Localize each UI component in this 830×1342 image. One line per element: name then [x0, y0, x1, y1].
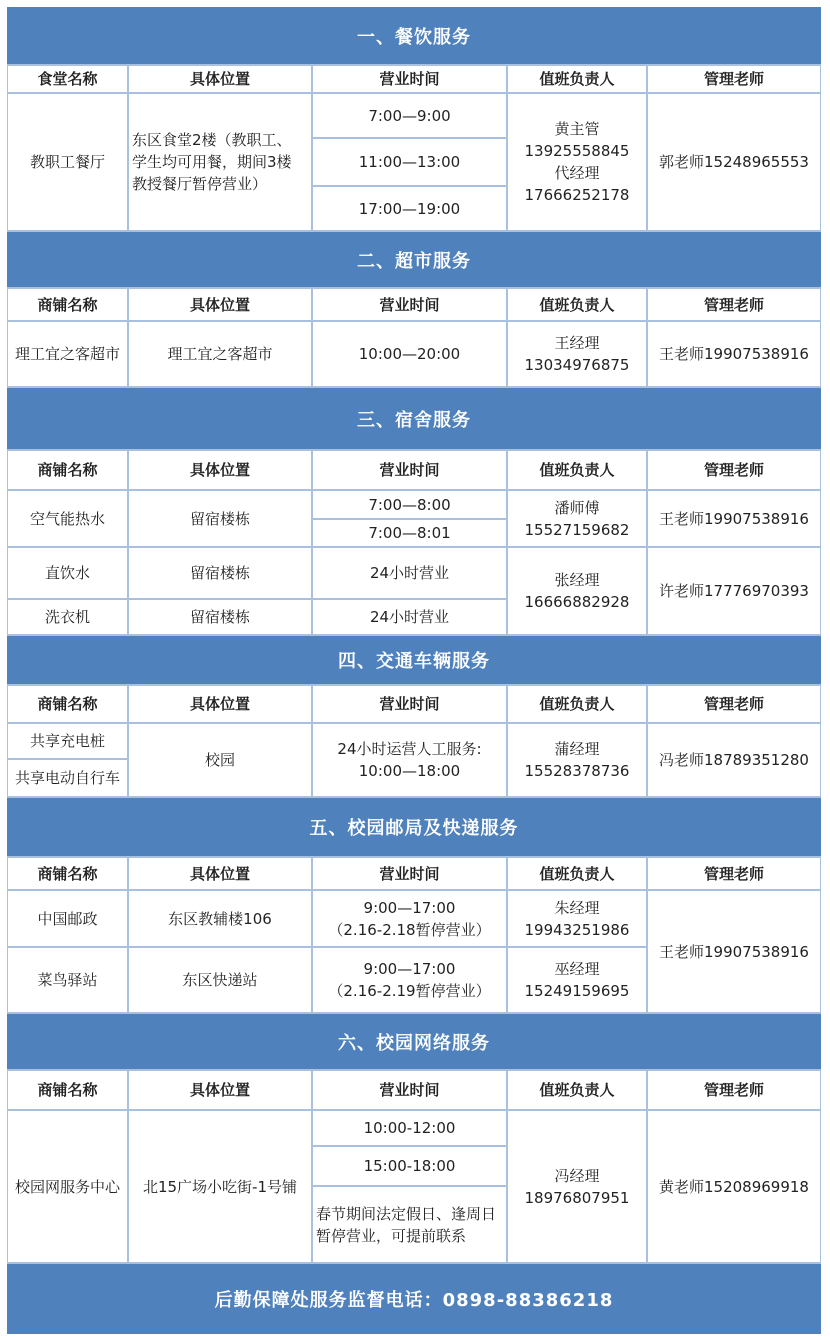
hours-line: 10:00—18:00: [358, 762, 461, 780]
duty-name: 王经理: [554, 334, 600, 352]
section-title-supermarket: 二、超市服务: [7, 232, 821, 287]
service-table: [7, 7, 821, 1334]
dorm-row-hours: 24小时营业: [313, 548, 506, 598]
column-header-location: 具体位置: [129, 686, 311, 722]
duty-phone: 19943251986: [524, 920, 630, 939]
post-row-duty: [508, 948, 646, 1012]
network-duty: [508, 1111, 646, 1262]
post-row-duty: [508, 891, 646, 946]
transport-location: 校园: [129, 724, 311, 796]
catering-teacher: 郭老师15248965553: [648, 94, 820, 230]
post-row-location: 东区快递站: [129, 948, 311, 1012]
column-header-location: 具体位置: [129, 1071, 311, 1109]
column-header-duty: 值班负责人: [508, 1071, 646, 1109]
column-header-location: 具体位置: [129, 858, 311, 889]
section-title-transport: 四、交通车辆服务: [7, 636, 821, 684]
post-row-hours: [313, 948, 506, 1012]
section-title-network: 六、校园网络服务: [7, 1014, 821, 1069]
catering-location-line: 教授餐厅暂停营业）: [132, 175, 268, 193]
network-name: 校园网服务中心: [8, 1111, 127, 1262]
duty-name: 潘师傅: [554, 498, 600, 517]
post-row-location: 东区教辅楼106: [129, 891, 311, 946]
column-header-teacher: 管理老师: [648, 66, 820, 92]
duty-name: 朱经理: [554, 898, 600, 917]
dorm-row-name: 洗衣机: [8, 600, 127, 634]
transport-name: 共享充电桩: [8, 724, 127, 758]
duty-name: 冯经理: [554, 1166, 600, 1185]
duty-phone: 13925558845: [524, 142, 630, 160]
note-line: 暂停营业，可提前联系: [316, 1226, 467, 1245]
column-header-teacher: 管理老师: [648, 858, 820, 889]
network-location: 北15广场小吃街-1号铺: [129, 1111, 311, 1262]
duty-phone: 13034976875: [524, 356, 630, 374]
column-header-name: 商铺名称: [8, 858, 127, 889]
column-header-hours: 营业时间: [313, 289, 506, 320]
hours-line: 9:00—17:00: [363, 898, 456, 917]
duty-name: 蒲经理: [554, 740, 600, 758]
dorm-row-name: 直饮水: [8, 548, 127, 598]
duty-phone: 16666882928: [524, 593, 630, 611]
column-header-duty: 值班负责人: [508, 858, 646, 889]
duty-phone: 18976807951: [524, 1188, 630, 1207]
column-header-duty: 值班负责人: [508, 66, 646, 92]
column-header-name: 商铺名称: [8, 451, 127, 489]
column-header-duty: 值班负责人: [508, 451, 646, 489]
dorm-row-hours: 7:00—8:01: [313, 520, 506, 546]
supermarket-duty: [508, 322, 646, 386]
hours-line: 24小时运营人工服务:: [337, 740, 482, 758]
section-title-dorm: 三、宿舍服务: [7, 388, 821, 449]
dorm-row-location: 留宿楼栋: [129, 600, 311, 634]
transport-duty: [508, 724, 646, 796]
dorm-shared-duty: [508, 548, 646, 634]
column-header-hours: 营业时间: [313, 66, 506, 92]
transport-name: 共享电动自行车: [8, 760, 127, 796]
duty-name: 代经理: [554, 164, 600, 182]
catering-hours-breakfast: 7:00—9:00: [313, 94, 506, 137]
network-holiday-note: [313, 1187, 506, 1262]
duty-phone: 15249159695: [524, 982, 630, 1000]
hours-line: 9:00—17:00: [363, 960, 456, 978]
catering-duty: [508, 94, 646, 230]
catering-location-line: 东区食堂2楼（教职工、: [132, 131, 292, 149]
column-header-duty: 值班负责人: [508, 289, 646, 320]
section-title-catering: 一、餐饮服务: [7, 7, 821, 64]
dorm-row-duty: [508, 491, 646, 546]
column-header-name: 商铺名称: [8, 289, 127, 320]
duty-phone: 15527159682: [524, 520, 630, 539]
hours-note: （2.16-2.19暂停营业）: [328, 982, 491, 1000]
footer-hotline: 后勤保障处服务监督电话：0898-88386218: [7, 1264, 821, 1334]
supermarket-location: 理工宜之客超市: [129, 322, 311, 386]
catering-hours-lunch: 11:00—13:00: [313, 139, 506, 185]
section-title-post: 五、校园邮局及快递服务: [7, 798, 821, 856]
column-header-name: 食堂名称: [8, 66, 127, 92]
column-header-hours: 营业时间: [313, 858, 506, 889]
post-row-name: 菜鸟驿站: [8, 948, 127, 1012]
duty-name: 巫经理: [554, 960, 600, 978]
catering-location-line: 学生均可用餐，期间3楼: [132, 153, 292, 171]
column-header-teacher: 管理老师: [648, 1071, 820, 1109]
column-header-hours: 营业时间: [313, 1071, 506, 1109]
dorm-row-name: 空气能热水: [8, 491, 127, 546]
supermarket-teacher: 王老师19907538916: [648, 322, 820, 386]
dorm-row-location: 留宿楼栋: [129, 491, 311, 546]
network-teacher: 黄老师15208969918: [648, 1111, 820, 1262]
column-header-hours: 营业时间: [313, 451, 506, 489]
duty-phone: 17666252178: [524, 186, 630, 204]
column-header-teacher: 管理老师: [648, 451, 820, 489]
column-header-name: 商铺名称: [8, 686, 127, 722]
column-header-location: 具体位置: [129, 66, 311, 92]
supermarket-name: 理工宜之客超市: [8, 322, 127, 386]
dorm-row-teacher: 王老师19907538916: [648, 491, 820, 546]
post-row-name: 中国邮政: [8, 891, 127, 946]
column-header-teacher: 管理老师: [648, 289, 820, 320]
column-header-location: 具体位置: [129, 451, 311, 489]
duty-phone: 15528378736: [524, 762, 630, 780]
column-header-location: 具体位置: [129, 289, 311, 320]
catering-name: 教职工餐厅: [8, 94, 127, 230]
transport-teacher: 冯老师18789351280: [648, 724, 820, 796]
dorm-row-hours: 24小时营业: [313, 600, 506, 634]
column-header-hours: 营业时间: [313, 686, 506, 722]
post-row-hours: [313, 891, 506, 946]
duty-name: 黄主管: [554, 120, 600, 138]
network-hours: 10:00-12:00: [313, 1111, 506, 1145]
supermarket-hours: 10:00—20:00: [313, 322, 506, 386]
post-teacher: 王老师19907538916: [648, 891, 820, 1012]
column-header-duty: 值班负责人: [508, 686, 646, 722]
duty-name: 张经理: [554, 571, 600, 589]
catering-hours-dinner: 17:00—19:00: [313, 187, 506, 230]
dorm-shared-teacher: 许老师17776970393: [648, 548, 820, 634]
note-line: 春节期间法定假日、逢周日: [316, 1204, 497, 1223]
dorm-row-hours: 7:00—8:00: [313, 491, 506, 518]
hours-note: （2.16-2.18暂停营业）: [328, 920, 491, 939]
dorm-row-location: 留宿楼栋: [129, 548, 311, 598]
column-header-name: 商铺名称: [8, 1071, 127, 1109]
column-header-teacher: 管理老师: [648, 686, 820, 722]
transport-hours: [313, 724, 506, 796]
catering-location: [129, 94, 311, 230]
network-hours: 15:00-18:00: [313, 1147, 506, 1185]
